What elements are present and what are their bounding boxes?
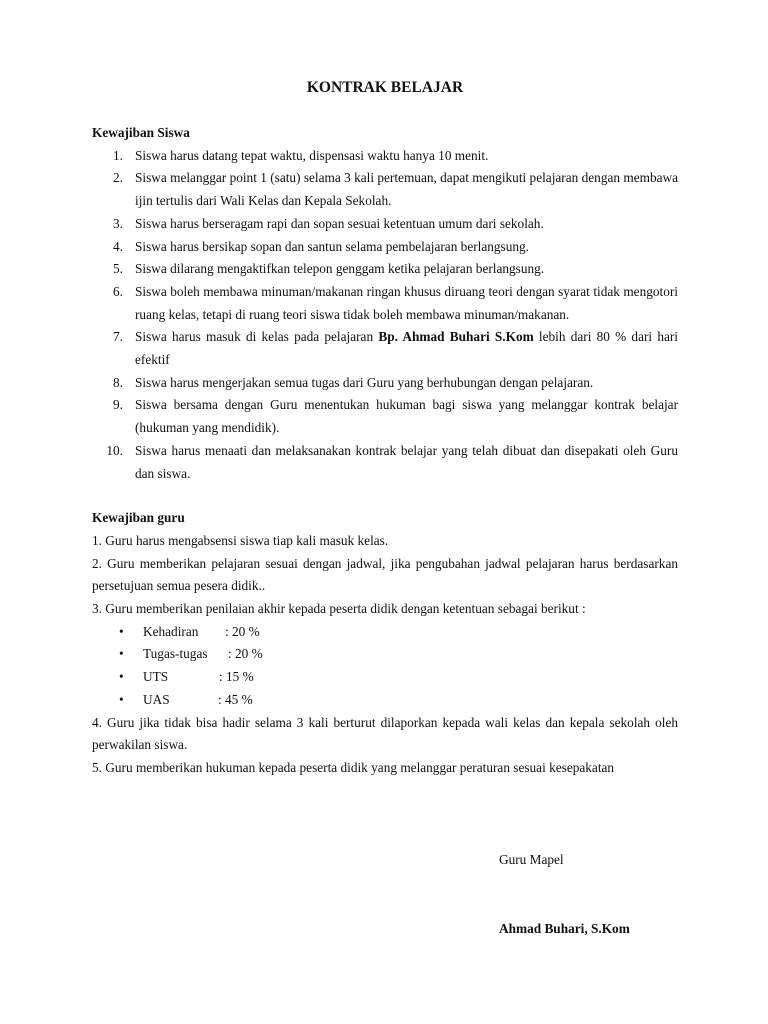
weight-value: : 45 % (218, 691, 253, 707)
bullet-icon: • (119, 669, 124, 685)
teacher-point-4: 4. Guru jika tidak bisa hadir selama 3 kali berturut dilaporkan kepada wali kelas dan kepala sekolah oleh perwakilan siswa. (92, 714, 678, 753)
student-item-number: 8. (113, 374, 123, 390)
student-item-2 (92, 167, 678, 212)
student-item-6 (92, 281, 678, 326)
weight-value: : 20 % (225, 623, 260, 639)
bullet-icon: • (119, 623, 124, 639)
signature-role: Guru Mapel (499, 852, 564, 867)
student-item-text: Siswa boleh membawa minuman/makanan ringan khusus diruang teori dengan syarat tidak mengotori ruang kelas, tetapi di ruang teori siswa tidak boleh membawa minuman/makanan. (135, 283, 678, 322)
signature-name: Ahmad Buhari, S.Kom (499, 921, 630, 936)
student-item-9 (92, 394, 678, 439)
student-obligations-heading: Kewajiban Siswa (92, 125, 190, 140)
document-title: KONTRAK BELAJAR (306, 79, 464, 96)
student-item-number: 4. (113, 238, 123, 254)
weight-label: Kehadiran (143, 623, 199, 639)
student-item-text: Siswa harus berseragam rapi dan sopan sesuai ketentuan umum dari sekolah. (135, 215, 544, 231)
student-item-number: 7. (113, 329, 123, 345)
teacher-point-5: 5. Guru memberikan hukuman kepada peserta didik yang melanggar peraturan sesuai kesepakatan (92, 759, 615, 775)
student-item-1 (92, 145, 678, 168)
student-item-text-pre: Siswa harus masuk di kelas pada pelajaran (135, 329, 379, 345)
student-item-text: Siswa bersama dengan Guru menentukan hukuman bagi siswa yang melanggar kontrak belajar (hukuman yang mendidik). (135, 397, 678, 436)
student-obligations-list (92, 145, 678, 486)
student-item-number: 1. (113, 147, 123, 163)
student-item-text-post: lebih dari 80 % dari hari efektif (135, 329, 679, 368)
teacher-name-inline: Bp. Ahmad Buhari S.Kom (378, 329, 534, 345)
student-item-text: Siswa harus menaati dan melaksanakan kontrak belajar yang telah dibuat dan disepakati oleh Guru dan siswa. (135, 442, 678, 481)
section-spacer (92, 485, 678, 507)
student-item-text: Siswa harus mengerjakan semua tugas dari Guru yang berhubungan dengan pelajaran. (135, 374, 594, 390)
student-item-10 (92, 440, 678, 485)
teacher-point-1: 1. Guru harus mengabsensi siswa tiap kali masuk kelas. (92, 532, 389, 548)
student-item-7 (92, 326, 678, 371)
bullet-icon: • (119, 646, 124, 662)
student-item-number: 6. (113, 283, 123, 299)
weight-value: : 20 % (228, 646, 263, 662)
weight-label: Tugas-tugas (143, 646, 208, 662)
weight-item-uts (92, 666, 678, 689)
weight-label: UTS (143, 669, 169, 685)
student-item-5 (92, 258, 678, 281)
grading-weights-list (92, 621, 678, 712)
weight-item-kehadiran (92, 621, 678, 644)
student-item-text: Siswa melanggar point 1 (satu) selama 3 kali pertemuan, dapat mengikuti pelajaran dengan membawa ijin tertulis dari Wali Kelas dan Kepala Sekolah. (135, 170, 678, 209)
student-item-number: 2. (113, 170, 123, 186)
weight-item-tugas (92, 643, 678, 666)
teacher-obligations-heading: Kewajiban guru (92, 510, 185, 526)
student-item-number: 10. (106, 442, 123, 458)
teacher-point-3: 3. Guru memberikan penilaian akhir kepada peserta didik dengan ketentuan sebagai berikut : (92, 601, 586, 617)
weight-label: UAS (143, 691, 170, 707)
student-item-number: 5. (113, 261, 123, 277)
bullet-icon: • (119, 691, 124, 707)
weight-item-uas (92, 689, 678, 712)
weight-value: : 15 % (219, 669, 254, 685)
teacher-point-2: 2. Guru memberikan pelajaran sesuai dengan jadwal, jika pengubahan jadwal pelajaran harus berdasarkan persetujuan semua pesera didik.. (92, 555, 678, 594)
student-item-4 (92, 236, 678, 259)
student-item-8 (92, 372, 678, 395)
student-item-text: Siswa harus datang tepat waktu, dispensasi waktu hanya 10 menit. (135, 147, 489, 163)
document-page (92, 76, 678, 780)
student-item-number: 9. (113, 397, 123, 413)
student-item-3 (92, 213, 678, 236)
student-item-text: Siswa dilarang mengaktifkan telepon genggam ketika pelajaran berlangsung. (135, 261, 545, 277)
student-item-number: 3. (113, 215, 123, 231)
student-item-text: Siswa harus bersikap sopan dan santun selama pembelajaran berlangsung. (135, 238, 529, 254)
